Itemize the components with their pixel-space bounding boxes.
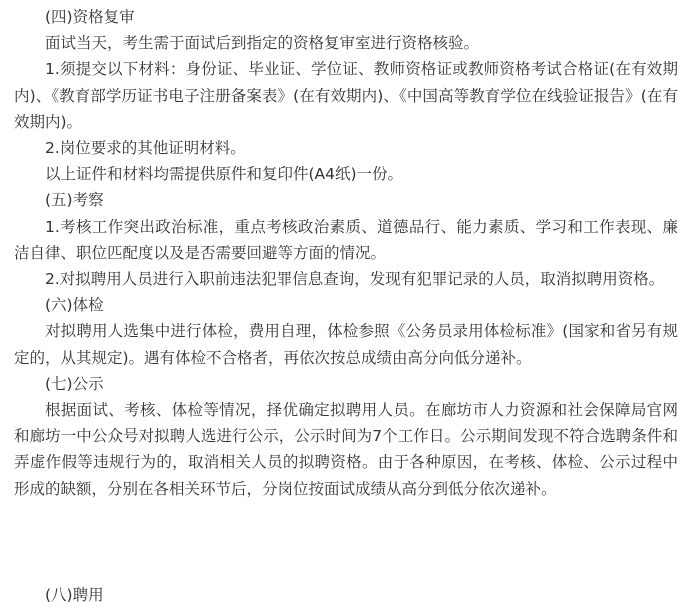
section-heading-qualification-review: (四)资格复审 [45, 8, 135, 26]
paragraph-publicity: 根据面试、考核、体检等情况，择优确定拟聘用人员。在廊坊市人力资源和社会保障局官网和廊坊一中公众号对拟聘人选进行公示，公示时间为7个工作日。公示期间发现不符合选聘条件和弄虚作假等违规行为的，取消相关人员的拟聘资格。由于各种原因，在考核、体检、公示过程中形成的缺额，分别在各相关环节后，分岗位按面试成绩从高分到低分依次递补。 [14, 401, 678, 498]
paragraph-review-intro: 面试当天，考生需于面试后到指定的资格复审室进行资格核验。 [45, 34, 480, 53]
paragraph-inspection-record-check: 2.对拟聘用人员进行入职前违法犯罪信息查询，发现有犯罪记录的人员，取消拟聘用资格。 [45, 270, 665, 289]
cut-off-next-heading-text: (八)聘用 [45, 586, 104, 604]
section-heading-medical-exam: (六)体检 [45, 296, 104, 315]
paragraph-medical-exam: 对拟聘用人选集中进行体检，费用自理，体检参照《公务员录用体检标准》(国家和省另有规定的，从其规定)。遇有体检不合格者，再依次按总成绩由高分向低分递补。 [14, 322, 678, 367]
paragraph-review-other-proof: 2.岗位要求的其他证明材料。 [45, 139, 246, 158]
cut-off-next-heading [45, 582, 125, 604]
paragraph-review-copies: 以上证件和材料均需提供原件和复印件(A4纸)一份。 [45, 165, 404, 184]
section-heading-publicity: (七)公示 [45, 374, 104, 393]
section-heading-inspection: (五)考察 [45, 191, 104, 210]
document-body [14, 4, 678, 502]
paragraph-review-materials: 1.须提交以下材料：身份证、毕业证、学位证、教师资格证或教师资格考试合格证(在有效期内)、《教育部学历证书电子注册备案表》(在有效期内)、《中国高等教育学位在线验证报告》(在有效期内)。 [14, 60, 678, 131]
paragraph-inspection-standard: 1.考核工作突出政治标准，重点考核政治素质、道德品行、能力素质、学习和工作表现、廉洁自律、职位匹配度以及是否需要回避等方面的情况。 [14, 217, 678, 262]
